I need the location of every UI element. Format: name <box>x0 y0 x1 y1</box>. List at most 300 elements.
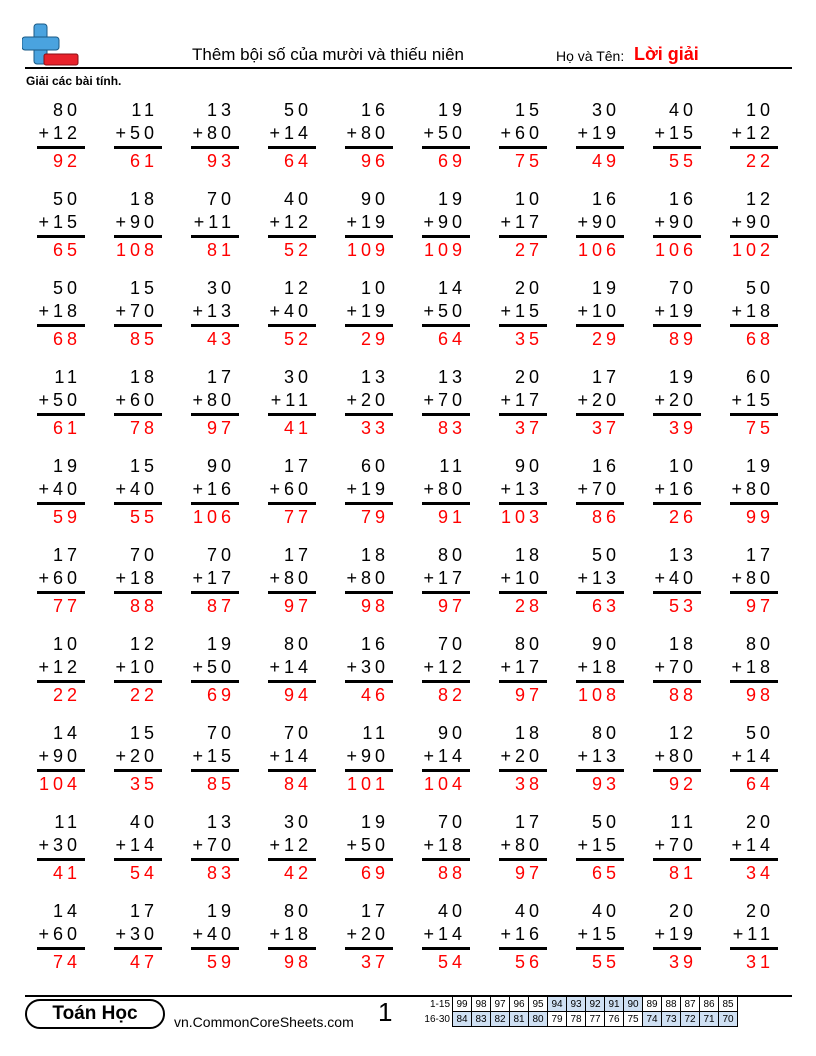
addend-bottom: +20 <box>346 390 389 410</box>
addend-bottom: +11 <box>732 924 774 944</box>
problem <box>716 811 780 885</box>
answer: 104 <box>38 774 81 794</box>
answer: 106 <box>654 240 697 260</box>
addend-bottom: +70 <box>577 479 620 499</box>
problem <box>331 811 395 885</box>
problem <box>100 633 164 707</box>
problem <box>408 811 472 885</box>
addend-top: 40 <box>437 901 466 921</box>
answer: 98 <box>360 596 389 616</box>
score-cell: 92 <box>586 997 605 1012</box>
answer: 35 <box>129 774 158 794</box>
addend-top: 80 <box>591 723 620 743</box>
sum-rule <box>114 413 162 416</box>
score-table <box>416 996 738 1027</box>
score-cell: 74 <box>643 1012 662 1027</box>
addend-top: 19 <box>52 456 81 476</box>
addend-top: 90 <box>206 456 235 476</box>
addend-bottom: +80 <box>731 479 774 499</box>
score-cell: 88 <box>662 997 681 1012</box>
worksheet-title: Thêm bội số của mười và thiếu niên <box>192 45 464 64</box>
sum-rule <box>576 769 624 772</box>
sum-rule <box>422 858 470 861</box>
addend-top: 13 <box>360 367 389 387</box>
addend-top: 16 <box>591 189 620 209</box>
addend-top: 70 <box>668 278 697 298</box>
addend-bottom: +19 <box>346 479 389 499</box>
problem <box>254 722 318 796</box>
problem <box>331 99 395 173</box>
answer: 69 <box>360 863 389 883</box>
sum-rule <box>653 413 701 416</box>
addend-bottom: +15 <box>577 924 620 944</box>
answer: 22 <box>745 151 774 171</box>
problem <box>716 455 780 529</box>
addend-top: 30 <box>206 278 235 298</box>
sum-rule <box>653 324 701 327</box>
answer: 92 <box>668 774 697 794</box>
addend-top: 14 <box>437 278 466 298</box>
addend-bottom: +80 <box>192 123 235 143</box>
addend-top: 17 <box>283 545 312 565</box>
answer: 61 <box>129 151 158 171</box>
addend-bottom: +14 <box>269 746 312 766</box>
answer: 69 <box>206 685 235 705</box>
addend-bottom: +80 <box>269 568 312 588</box>
problem <box>716 544 780 618</box>
sum-rule <box>730 235 778 238</box>
answer: 93 <box>206 151 235 171</box>
score-range: 1-15 <box>429 998 450 1010</box>
sum-rule <box>576 680 624 683</box>
addend-bottom: +19 <box>346 212 389 232</box>
addend-top: 30 <box>591 100 620 120</box>
sum-rule <box>653 235 701 238</box>
sum-rule <box>37 947 85 950</box>
sum-rule <box>37 591 85 594</box>
addend-top: 19 <box>437 100 466 120</box>
answer: 104 <box>423 774 466 794</box>
answer: 64 <box>283 151 312 171</box>
answer: 26 <box>668 507 697 527</box>
sum-rule <box>191 947 239 950</box>
sum-rule <box>576 146 624 149</box>
addend-bottom: +60 <box>115 390 158 410</box>
addend-bottom: +70 <box>654 657 697 677</box>
sum-rule <box>345 591 393 594</box>
addend-bottom: +50 <box>192 657 235 677</box>
addend-top: 40 <box>129 812 158 832</box>
answer: 59 <box>206 952 235 972</box>
answer: 88 <box>129 596 158 616</box>
addend-bottom: +14 <box>269 123 312 143</box>
sum-rule <box>37 502 85 505</box>
addend-top: 20 <box>745 812 774 832</box>
sum-rule <box>499 858 547 861</box>
site-url[interactable]: vn.CommonCoreSheets.com <box>174 1014 354 1030</box>
answer: 54 <box>437 952 466 972</box>
sum-rule <box>499 146 547 149</box>
problem <box>485 277 549 351</box>
answer: 47 <box>129 952 158 972</box>
score-cell: 96 <box>510 997 529 1012</box>
sum-rule <box>576 235 624 238</box>
answer: 59 <box>52 507 81 527</box>
problem <box>100 455 164 529</box>
addend-top: 15 <box>129 723 158 743</box>
name-value: Lời giải <box>634 44 699 64</box>
addend-bottom: +15 <box>38 212 81 232</box>
answer: 82 <box>437 685 466 705</box>
addend-bottom: +12 <box>423 657 466 677</box>
problem <box>639 633 703 707</box>
addend-bottom: +17 <box>192 568 235 588</box>
addend-top: 70 <box>129 545 158 565</box>
answer: 75 <box>745 418 774 438</box>
addend-bottom: +80 <box>423 479 466 499</box>
answer: 87 <box>206 596 235 616</box>
problem <box>177 722 241 796</box>
sum-rule <box>191 591 239 594</box>
problem <box>639 455 703 529</box>
addend-bottom: +16 <box>192 479 235 499</box>
addend-bottom: +20 <box>346 924 389 944</box>
addend-bottom: +18 <box>577 657 620 677</box>
score-cell: 91 <box>605 997 624 1012</box>
addend-top: 10 <box>514 189 543 209</box>
addend-bottom: +50 <box>38 390 81 410</box>
problem <box>485 455 549 529</box>
addend-top: 13 <box>206 812 235 832</box>
problem <box>408 633 472 707</box>
sum-rule <box>268 413 316 416</box>
problem <box>562 277 626 351</box>
addend-bottom: +11 <box>270 390 312 410</box>
answer: 106 <box>192 507 235 527</box>
sum-rule <box>653 947 701 950</box>
sum-rule <box>191 324 239 327</box>
addend-bottom: +11 <box>193 212 235 232</box>
addend-top: 30 <box>283 367 312 387</box>
addend-top: 17 <box>591 367 620 387</box>
score-cell: 87 <box>681 997 700 1012</box>
answer: 81 <box>206 240 235 260</box>
answer: 42 <box>283 863 312 883</box>
problem <box>23 811 87 885</box>
addend-top: 13 <box>206 100 235 120</box>
score-cell: 98 <box>472 997 491 1012</box>
answer: 79 <box>360 507 389 527</box>
addend-top: 18 <box>129 189 158 209</box>
addend-bottom: +60 <box>269 479 312 499</box>
answer: 81 <box>668 863 697 883</box>
answer: 86 <box>591 507 620 527</box>
addend-top: 60 <box>745 367 774 387</box>
answer: 41 <box>283 418 312 438</box>
sum-rule <box>345 235 393 238</box>
problem <box>331 455 395 529</box>
addend-bottom: +10 <box>500 568 543 588</box>
sum-rule <box>114 947 162 950</box>
addend-bottom: +14 <box>269 657 312 677</box>
problem <box>177 99 241 173</box>
score-cell: 79 <box>548 1012 567 1027</box>
problem <box>485 633 549 707</box>
answer: 61 <box>52 418 81 438</box>
addend-bottom: +30 <box>38 835 81 855</box>
problem <box>408 900 472 974</box>
answer: 55 <box>591 952 620 972</box>
score-cell: 78 <box>567 1012 586 1027</box>
addend-bottom: +12 <box>269 212 312 232</box>
answer: 55 <box>668 151 697 171</box>
name-label: Họ và Tên: <box>556 48 625 64</box>
addend-bottom: +70 <box>192 835 235 855</box>
answer: 68 <box>52 329 81 349</box>
addend-top: 12 <box>745 189 774 209</box>
sum-rule <box>422 947 470 950</box>
score-cell: 85 <box>719 997 738 1012</box>
addend-top: 11 <box>670 812 697 832</box>
answer: 97 <box>437 596 466 616</box>
problem <box>331 722 395 796</box>
problem <box>177 900 241 974</box>
sum-rule <box>114 858 162 861</box>
sum-rule <box>653 769 701 772</box>
answer: 28 <box>514 596 543 616</box>
answer: 65 <box>591 863 620 883</box>
addend-top: 50 <box>52 278 81 298</box>
answer: 54 <box>129 863 158 883</box>
problem <box>408 544 472 618</box>
problem <box>100 722 164 796</box>
problem <box>100 811 164 885</box>
sum-rule <box>114 146 162 149</box>
addend-top: 19 <box>437 189 466 209</box>
problem <box>254 188 318 262</box>
sum-rule <box>114 324 162 327</box>
sum-rule <box>345 947 393 950</box>
addend-top: 18 <box>514 545 543 565</box>
addend-bottom: +13 <box>577 568 620 588</box>
sum-rule <box>345 146 393 149</box>
addend-top: 70 <box>437 812 466 832</box>
sum-rule <box>653 502 701 505</box>
addend-top: 50 <box>52 189 81 209</box>
problem <box>485 811 549 885</box>
answer: 69 <box>437 151 466 171</box>
score-cell: 97 <box>491 997 510 1012</box>
answer: 46 <box>360 685 389 705</box>
problem <box>716 99 780 173</box>
sum-rule <box>653 680 701 683</box>
addend-bottom: +90 <box>115 212 158 232</box>
problem <box>177 455 241 529</box>
addend-top: 15 <box>514 100 543 120</box>
score-cell: 89 <box>643 997 662 1012</box>
addend-top: 70 <box>206 189 235 209</box>
problem <box>716 188 780 262</box>
sum-rule <box>499 947 547 950</box>
addend-bottom: +80 <box>500 835 543 855</box>
problem <box>485 366 549 440</box>
addend-top: 13 <box>437 367 466 387</box>
addend-bottom: +30 <box>346 657 389 677</box>
problem <box>408 277 472 351</box>
problem <box>639 544 703 618</box>
sum-rule <box>730 146 778 149</box>
addend-bottom: +18 <box>269 924 312 944</box>
answer: 83 <box>206 863 235 883</box>
answer: 65 <box>52 240 81 260</box>
addend-bottom: +90 <box>346 746 389 766</box>
problem <box>254 99 318 173</box>
sum-rule <box>37 235 85 238</box>
problem <box>562 366 626 440</box>
addend-bottom: +19 <box>654 301 697 321</box>
addend-bottom: +50 <box>346 835 389 855</box>
sum-rule <box>422 413 470 416</box>
addend-top: 19 <box>745 456 774 476</box>
addend-bottom: +50 <box>423 123 466 143</box>
score-cell: 75 <box>624 1012 643 1027</box>
addend-top: 80 <box>745 634 774 654</box>
problem <box>100 900 164 974</box>
answer: 92 <box>52 151 81 171</box>
problem <box>100 366 164 440</box>
answer: 98 <box>745 685 774 705</box>
answer: 29 <box>360 329 389 349</box>
problem <box>485 188 549 262</box>
answer: 75 <box>514 151 543 171</box>
answer: 98 <box>283 952 312 972</box>
answer: 99 <box>745 507 774 527</box>
sum-rule <box>114 235 162 238</box>
answer: 35 <box>514 329 543 349</box>
addend-top: 18 <box>129 367 158 387</box>
addend-bottom: +16 <box>500 924 543 944</box>
problem <box>254 900 318 974</box>
addend-top: 19 <box>591 278 620 298</box>
problem <box>716 900 780 974</box>
addend-bottom: +70 <box>654 835 697 855</box>
answer: 49 <box>591 151 620 171</box>
addend-bottom: +70 <box>115 301 158 321</box>
addend-top: 40 <box>283 189 312 209</box>
addend-bottom: +70 <box>423 390 466 410</box>
answer: 97 <box>745 596 774 616</box>
problem <box>408 455 472 529</box>
addend-bottom: +10 <box>115 657 158 677</box>
sum-rule <box>422 324 470 327</box>
addend-bottom: +50 <box>115 123 158 143</box>
score-cell: 95 <box>529 997 548 1012</box>
addend-top: 18 <box>668 634 697 654</box>
score-cell: 90 <box>624 997 643 1012</box>
addend-top: 11 <box>54 812 81 832</box>
answer: 37 <box>360 952 389 972</box>
sum-rule <box>576 502 624 505</box>
answer: 52 <box>283 329 312 349</box>
addend-top: 19 <box>668 367 697 387</box>
sum-rule <box>114 680 162 683</box>
addend-bottom: +14 <box>731 835 774 855</box>
problem <box>639 277 703 351</box>
answer: 89 <box>668 329 697 349</box>
addend-top: 17 <box>745 545 774 565</box>
sum-rule <box>653 858 701 861</box>
addend-bottom: +17 <box>423 568 466 588</box>
problem <box>716 722 780 796</box>
addend-top: 14 <box>52 723 81 743</box>
addend-bottom: +15 <box>731 390 774 410</box>
answer: 52 <box>283 240 312 260</box>
addend-top: 50 <box>591 812 620 832</box>
problem <box>331 277 395 351</box>
addend-top: 80 <box>283 634 312 654</box>
answer: 94 <box>283 685 312 705</box>
answer: 38 <box>514 774 543 794</box>
addend-bottom: +17 <box>500 212 543 232</box>
addend-top: 11 <box>362 723 389 743</box>
addend-top: 90 <box>360 189 389 209</box>
problem <box>331 633 395 707</box>
addend-top: 16 <box>591 456 620 476</box>
problem <box>562 99 626 173</box>
addend-top: 11 <box>439 456 466 476</box>
addend-bottom: +20 <box>115 746 158 766</box>
problem <box>23 99 87 173</box>
sum-rule <box>191 146 239 149</box>
sum-rule <box>268 769 316 772</box>
problem <box>485 99 549 173</box>
sum-rule <box>576 413 624 416</box>
brand-badge: Toán Học <box>25 999 165 1029</box>
addend-top: 14 <box>52 901 81 921</box>
sum-rule <box>37 413 85 416</box>
addend-bottom: +12 <box>38 657 81 677</box>
addend-bottom: +14 <box>423 924 466 944</box>
sum-rule <box>499 324 547 327</box>
addend-top: 30 <box>283 812 312 832</box>
addend-top: 18 <box>360 545 389 565</box>
problem <box>177 188 241 262</box>
addend-bottom: +15 <box>192 746 235 766</box>
addend-bottom: +15 <box>654 123 697 143</box>
addend-top: 19 <box>206 901 235 921</box>
addend-bottom: +80 <box>654 746 697 766</box>
page-number: 1 <box>378 997 393 1027</box>
sum-rule <box>730 769 778 772</box>
sum-rule <box>114 591 162 594</box>
addend-top: 10 <box>745 100 774 120</box>
answer: 85 <box>129 329 158 349</box>
addend-top: 40 <box>591 901 620 921</box>
addend-bottom: +20 <box>500 746 543 766</box>
score-cell: 73 <box>662 1012 681 1027</box>
problem <box>23 455 87 529</box>
problem <box>485 544 549 618</box>
problem <box>485 900 549 974</box>
answer: 93 <box>591 774 620 794</box>
sum-rule <box>576 591 624 594</box>
addend-bottom: +12 <box>731 123 774 143</box>
answer: 31 <box>745 952 774 972</box>
addend-bottom: +18 <box>423 835 466 855</box>
sum-rule <box>422 769 470 772</box>
sum-rule <box>191 680 239 683</box>
addend-top: 17 <box>206 367 235 387</box>
